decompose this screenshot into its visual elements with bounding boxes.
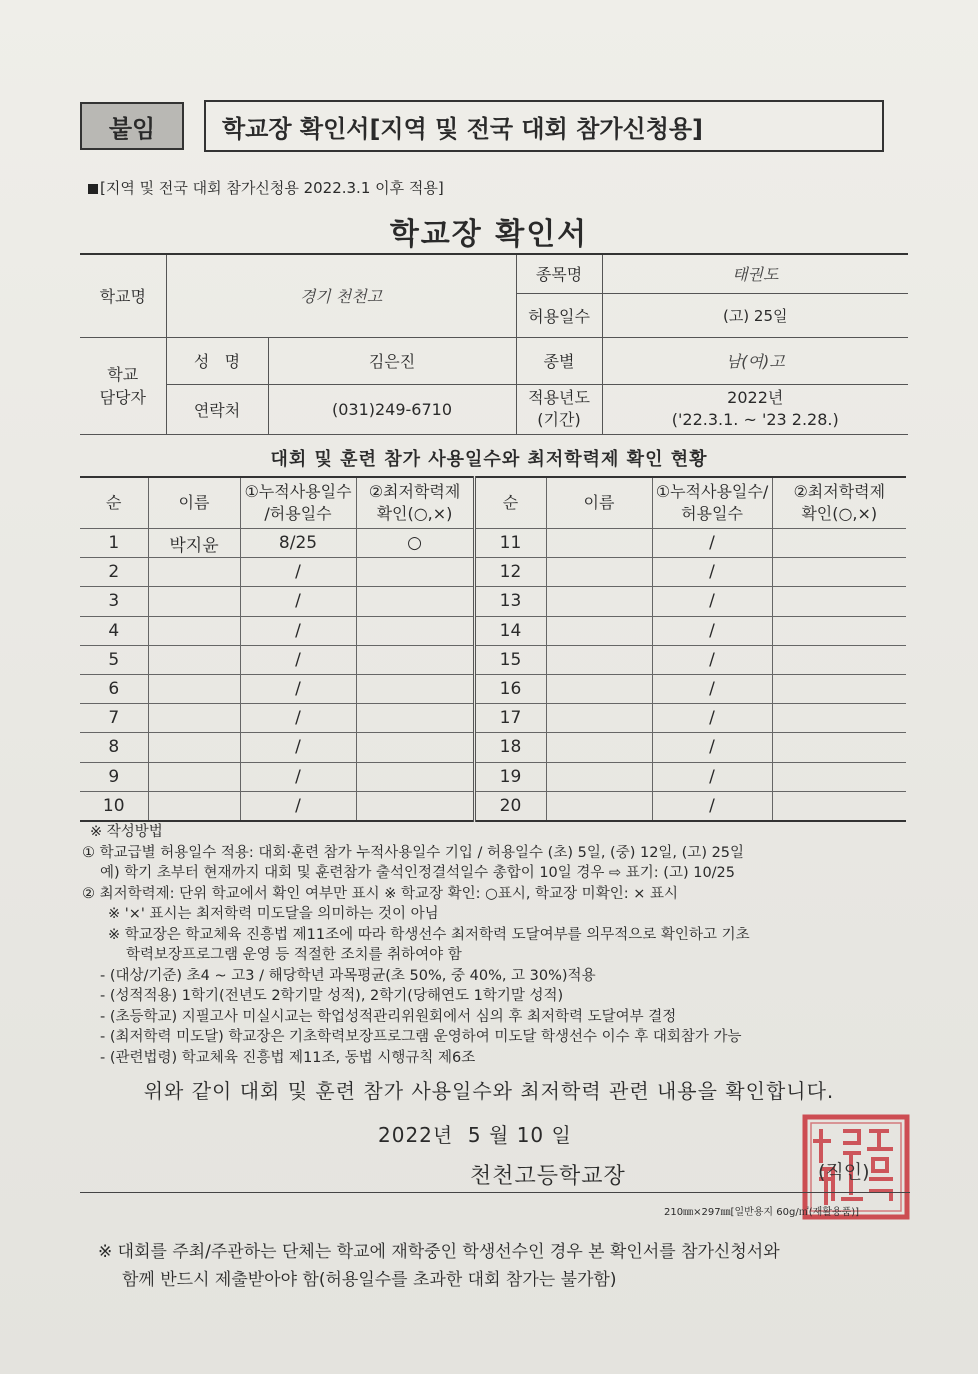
cell-l-check xyxy=(356,762,474,791)
cell-l-days: / xyxy=(240,704,356,733)
usage-note-text: [지역 및 전국 대회 참가신청용 2022.3.1 이후 적용] xyxy=(100,179,444,197)
school-info-table xyxy=(80,253,908,435)
cell-l-no: 6 xyxy=(80,674,148,703)
year-value-period: ('22.3.1. ~ '23 2.28.) xyxy=(671,410,839,429)
cell-l-name xyxy=(148,733,240,762)
cell-l-days: / xyxy=(240,733,356,762)
cell-l-check xyxy=(356,791,474,821)
document-heading: 학교장 확인서[지역 및 전국 대회 참가신청용] xyxy=(204,100,884,152)
cell-l-check xyxy=(356,645,474,674)
col-check-left-line1: ②최저학력제 xyxy=(368,482,461,501)
gender-label: 종별 xyxy=(516,337,602,384)
col-seq-right: 순 xyxy=(474,477,546,529)
cell-r-check xyxy=(772,587,906,616)
col-name-left: 이름 xyxy=(148,477,240,529)
cell-r-name xyxy=(546,587,652,616)
square-bullet-icon xyxy=(88,184,98,194)
contact-value: (031)249-6710 xyxy=(268,384,516,434)
cell-l-days: / xyxy=(240,587,356,616)
instructions-heading: ※ 작성방법 xyxy=(90,824,163,840)
col-days-left-line2: /허용일수 xyxy=(264,504,332,523)
cell-r-check xyxy=(772,674,906,703)
cell-l-days: 8/25 xyxy=(240,529,356,558)
submission-note-line1: ※ 대회를 주최/주관하는 단체는 학교에 재학중인 학생선수인 경우 본 확인서를 참가신청서와 xyxy=(98,1242,780,1262)
cell-l-check xyxy=(356,616,474,645)
cell-r-days: / xyxy=(652,587,772,616)
usage-note xyxy=(88,177,444,198)
participation-table-body xyxy=(80,529,906,821)
detail-3: - (초등학교) 지필고사 미실시교는 학업성적관리위원회에서 심의 후 최저학력 도달여부 결정 xyxy=(100,1008,677,1025)
cell-r-days: / xyxy=(652,762,772,791)
cell-r-no: 11 xyxy=(474,529,546,558)
col-check-right-line1: ②최저학력제 xyxy=(793,482,886,501)
cell-l-check xyxy=(356,587,474,616)
col-days-left xyxy=(240,477,356,529)
cell-l-name xyxy=(148,762,240,791)
cell-l-name xyxy=(148,558,240,587)
cell-l-no: 7 xyxy=(80,704,148,733)
table-row xyxy=(80,616,906,645)
cell-l-name xyxy=(148,587,240,616)
participation-table xyxy=(80,476,906,822)
cell-r-name xyxy=(546,704,652,733)
cell-l-no: 10 xyxy=(80,791,148,821)
cell-l-days: / xyxy=(240,762,356,791)
manager-label: 학교 담당자 xyxy=(80,337,166,434)
instruction-2: ② 최저학력제: 단위 학교에서 확인 여부만 표시 ※ 학교장 확인: ○표시, 학교장 미확인: × 표시 xyxy=(82,885,678,902)
table-row xyxy=(80,645,906,674)
cell-r-days: / xyxy=(652,558,772,587)
section-title: 대회 및 훈련 참가 사용일수와 최저학력제 확인 현황 xyxy=(270,449,708,470)
cell-l-no: 4 xyxy=(80,616,148,645)
cell-r-check xyxy=(772,645,906,674)
cell-l-name xyxy=(148,704,240,733)
cell-r-no: 19 xyxy=(474,762,546,791)
table-row xyxy=(80,791,906,821)
cell-l-no: 9 xyxy=(80,762,148,791)
allowed-days-value: (고) 25일 xyxy=(602,293,908,337)
page-title: 학교장 확인서 xyxy=(389,217,589,252)
cell-l-name xyxy=(148,616,240,645)
cell-l-check xyxy=(356,558,474,587)
school-name-label: 학교명 xyxy=(80,254,166,337)
instruction-1a: ① 학교급별 허용일수 적용: 대회·훈련 참가 누적사용일수 기입 / 허용일수 (초) 5일, (중) 12일, (고) 25일 xyxy=(82,844,745,861)
cell-l-name xyxy=(148,645,240,674)
cell-r-name xyxy=(546,558,652,587)
cell-l-days: / xyxy=(240,645,356,674)
sport-value: 태권도 xyxy=(602,254,908,293)
cell-r-name xyxy=(546,616,652,645)
cell-r-days: / xyxy=(652,791,772,821)
cell-r-days: / xyxy=(652,529,772,558)
detail-4: - (최저학력 미도달) 학교장은 기초학력보장프로그램 운영하여 미도달 학생선수 이수 후 대회참가 가능 xyxy=(100,1029,742,1045)
instruction-4b: 학력보장프로그램 운영 등 적절한 조치를 취하여야 함 xyxy=(126,947,462,963)
table-row xyxy=(80,733,906,762)
manager-name-value: 김은진 xyxy=(268,337,516,384)
table-row xyxy=(80,529,906,558)
col-check-left xyxy=(356,477,474,529)
col-days-right-line1: ①누적사용일수/ xyxy=(655,482,769,501)
seal-label: (직인) xyxy=(818,1161,870,1183)
cell-l-days: / xyxy=(240,674,356,703)
cell-l-check xyxy=(356,733,474,762)
col-check-right-line2: 확인(○,×) xyxy=(801,504,878,523)
issue-date: 2022년 5 월 10 일 xyxy=(378,1123,572,1147)
instruction-4a: ※ 학교장은 학교체육 진흥법 제11조에 따라 학생선수 최저학력 도달여부를 의무적으로 확인하고 기초 xyxy=(108,926,750,943)
col-days-right xyxy=(652,477,772,529)
cell-r-name xyxy=(546,762,652,791)
contact-label: 연락처 xyxy=(166,384,268,434)
cell-r-check xyxy=(772,529,906,558)
year-value xyxy=(602,384,908,434)
divider xyxy=(80,1192,910,1193)
cell-l-no: 5 xyxy=(80,645,148,674)
col-check-left-line2: 확인(○,×) xyxy=(376,504,453,523)
cell-r-days: / xyxy=(652,704,772,733)
cell-r-no: 17 xyxy=(474,704,546,733)
year-value-year: 2022년 xyxy=(727,388,784,407)
cell-l-days: / xyxy=(240,616,356,645)
table-row xyxy=(80,704,906,733)
submission-note-line2: 함께 반드시 제출받아야 함(허용일수를 초과한 대회 참가는 불가함) xyxy=(122,1270,617,1290)
principal-signature-line: 천천고등학교장 xyxy=(470,1164,626,1189)
instructions xyxy=(82,822,912,1068)
cell-r-name xyxy=(546,674,652,703)
cell-l-days: / xyxy=(240,791,356,821)
allowed-days-label: 허용일수 xyxy=(516,293,602,337)
cell-l-check: ○ xyxy=(356,529,474,558)
cell-r-name xyxy=(546,733,652,762)
cell-l-no: 1 xyxy=(80,529,148,558)
paper-spec: 210㎜×297㎜[일반용지 60g/㎡(재활용품)] xyxy=(664,1207,860,1218)
cell-r-check xyxy=(772,791,906,821)
gender-value: 남(여)고 xyxy=(602,337,908,384)
cell-l-check xyxy=(356,704,474,733)
cell-r-no: 13 xyxy=(474,587,546,616)
school-name-value: 경기 천천고 xyxy=(166,254,516,337)
cell-r-no: 12 xyxy=(474,558,546,587)
cell-r-check xyxy=(772,733,906,762)
cell-r-no: 16 xyxy=(474,674,546,703)
cell-r-days: / xyxy=(652,616,772,645)
cell-r-name xyxy=(546,529,652,558)
cell-l-name xyxy=(148,791,240,821)
submission-note xyxy=(98,1238,780,1294)
cell-r-check xyxy=(772,704,906,733)
table-row xyxy=(80,674,906,703)
detail-2: - (성적적용) 1학기(전년도 2학기말 성적), 2학기(당해연도 1학기말 성적) xyxy=(100,988,564,1004)
table-row xyxy=(80,762,906,791)
detail-5: - (관련법령) 학교체육 진흥법 제11조, 동법 시행규칙 제6조 xyxy=(100,1049,476,1066)
cell-r-no: 14 xyxy=(474,616,546,645)
cell-l-no: 3 xyxy=(80,587,148,616)
col-days-right-line2: 허용일수 xyxy=(681,504,743,523)
cell-r-check xyxy=(772,558,906,587)
table-row xyxy=(80,587,906,616)
col-seq-left: 순 xyxy=(80,477,148,529)
year-label: 적용년도 (기간) xyxy=(516,384,602,434)
cell-r-no: 20 xyxy=(474,791,546,821)
cell-l-no: 2 xyxy=(80,558,148,587)
confirmation-statement: 위와 같이 대회 및 훈련 참가 사용일수와 최저학력 관련 내용을 확인합니다. xyxy=(143,1079,835,1103)
detail-1: - (대상/기준) 초4 ~ 고3 / 해당학년 과목평균(초 50%, 중 40%, 고 30%)적용 xyxy=(100,967,596,984)
sport-label: 종목명 xyxy=(516,254,602,293)
cell-l-days: / xyxy=(240,558,356,587)
instruction-3: ※ '×' 표시는 최저학력 미도달을 의미하는 것이 아님 xyxy=(108,906,439,922)
cell-r-no: 18 xyxy=(474,733,546,762)
col-name-right: 이름 xyxy=(546,477,652,529)
cell-r-days: / xyxy=(652,645,772,674)
attachment-tag: 붙임 xyxy=(80,102,184,150)
col-check-right xyxy=(772,477,906,529)
table-row xyxy=(80,558,906,587)
instruction-1b: 예) 학기 초부터 현재까지 대회 및 훈련참가 출석인정결석일수 총합이 10일 경우 ⇨ 표기: (고) 10/25 xyxy=(100,865,736,881)
col-days-left-line1: ①누적사용일수 xyxy=(244,482,352,501)
cell-r-no: 15 xyxy=(474,645,546,674)
cell-r-check xyxy=(772,616,906,645)
cell-l-name: 박지윤 xyxy=(148,529,240,558)
manager-name-label: 성 명 xyxy=(166,337,268,384)
cell-r-days: / xyxy=(652,733,772,762)
cell-r-check xyxy=(772,762,906,791)
cell-l-name xyxy=(148,674,240,703)
cell-l-check xyxy=(356,674,474,703)
cell-l-no: 8 xyxy=(80,733,148,762)
cell-r-name xyxy=(546,791,652,821)
cell-r-days: / xyxy=(652,674,772,703)
cell-r-name xyxy=(546,645,652,674)
